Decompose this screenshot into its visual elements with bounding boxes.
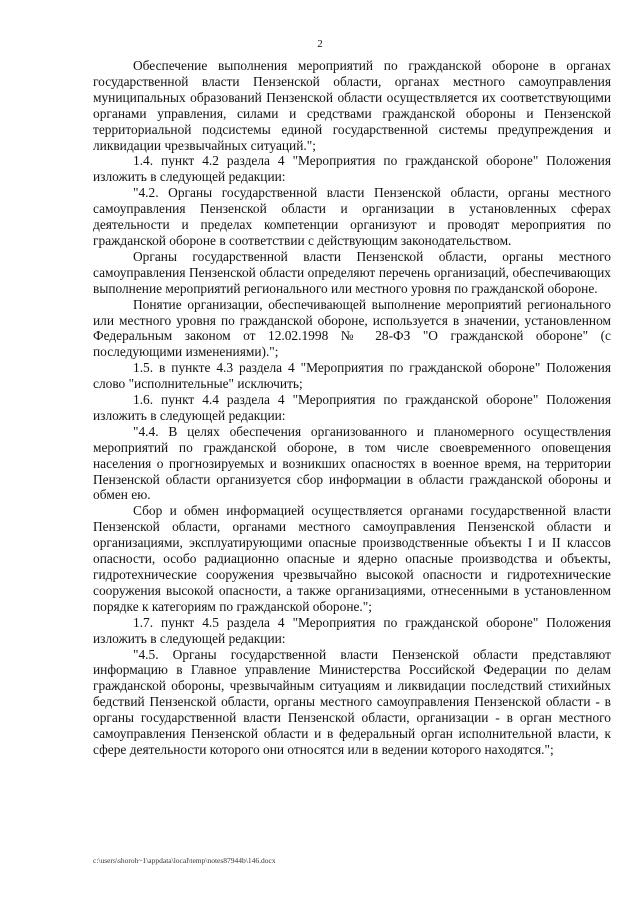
- paragraph: Сбор и обмен информацией осуществляется органами государственной власти Пензенской области, органами местного самоуправления Пензенской области и организациями, эксплуатирующими опасные производственные объекты I и II классов опасности, особо радиационно опасные и ядерно опасные производства и объекты, гидротехнические сооружения чрезвычайно высокой опасности и гидротехнические сооружения высокой опасности, а также организациями, отнесенными в установленном порядке к категориям по гражданской обороне.";: [93, 503, 611, 614]
- paragraph: "4.5. Органы государственной власти Пензенской области представляют информацию в Главное управление Министерства Российской Федерации по делам гражданской обороны, чрезвычайным ситуациям и ликвидации последствий стихийных бедствий Пензенской области, органы местного самоуправления Пензенской области - в органы государственной власти Пензенской области, организации - в орган местного самоуправления Пензенской области и в федеральный орган исполнительной власти, к сфере деятельности которого они относятся или в ведении которого находятся.";: [93, 646, 611, 757]
- paragraph: 1.5. в пункте 4.3 раздела 4 "Мероприятия по гражданской обороне" Положения слово "исполнительные" исключить;: [93, 360, 611, 392]
- footer-file-path: c:\users\shoroh~1\appdata\local\temp\notes87944b\146.docx: [93, 856, 276, 865]
- paragraph: "4.2. Органы государственной власти Пензенской области, органы местного самоуправления Пензенской области и организации в установленных сферах деятельности и пределах компетенции организуют и проводят мероприятия по гражданской обороне в соответствии с действующим законодательством.: [93, 185, 611, 248]
- paragraph: Обеспечение выполнения мероприятий по гражданской обороне в органах государственной власти Пензенской области, органах местного самоуправления муниципальных образований Пензенской области осуществляется их соответствующими органами управления, силами и средствами гражданской обороны и Пензенской территориальной подсистемы единой государственной системы предупреждения и ликвидации чрезвычайных ситуаций.";: [93, 58, 611, 153]
- paragraph: Органы государственной власти Пензенской области, органы местного самоуправления Пензенской области определяют перечень организаций, обеспечивающих выполнение мероприятий регионального или местного уровня по гражданской обороне.: [93, 248, 611, 296]
- paragraph: "4.4. В целях обеспечения организованного и планомерного осуществления мероприятий по гражданской обороне, в том числе своевременного оповещения населения о прогнозируемых и возникших опасностях в военное время, на территории Пензенской области организуется сбор информации в области гражданской обороны и обмен ею.: [93, 423, 611, 503]
- page-number: 2: [317, 38, 323, 50]
- paragraph: 1.6. пункт 4.4 раздела 4 "Мероприятия по гражданской обороне" Положения изложить в следующей редакции:: [93, 392, 611, 423]
- paragraph: Понятие организации, обеспечивающей выполнение мероприятий регионального или местного уровня по гражданской обороне, используется в значении, установленном Федеральным законом от 12.02.1998 № 28-ФЗ "О гражданской обороне" (с последующими изменениями).";: [93, 296, 611, 360]
- paragraph: 1.7. пункт 4.5 раздела 4 "Мероприятия по гражданской обороне" Положения изложить в следующей редакции:: [93, 614, 611, 646]
- document-body: [93, 58, 611, 758]
- paragraph: 1.4. пункт 4.2 раздела 4 "Мероприятия по гражданской обороне" Положения изложить в следующей редакции:: [93, 153, 611, 185]
